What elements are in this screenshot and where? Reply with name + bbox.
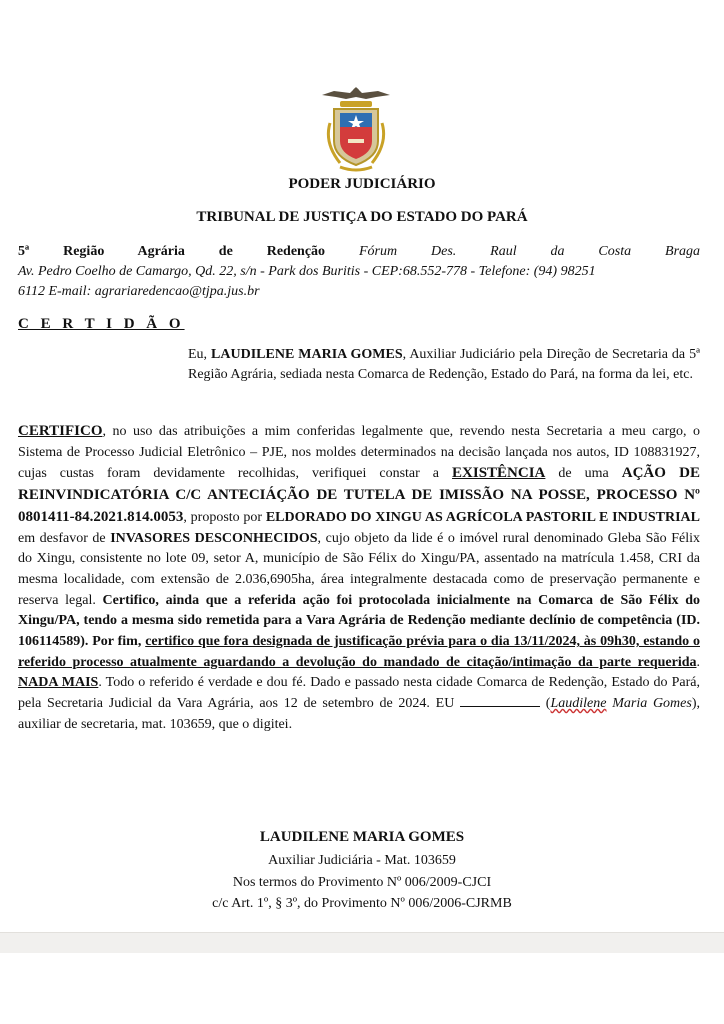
typist-last-names: Maria Gomes [606,696,692,712]
defendant-name: INVASORES DESCONHECIDOS [110,530,318,546]
address-line-2: Av. Pedro Coelho de Camargo, Qd. 22, s/n - Park dos Buritis - CEP:68.552-778 - Telefone: (94) 98251 [18,264,596,279]
signature-role: Auxiliar Judiciária - Mat. 103659 [268,853,456,868]
header-court: TRIBUNAL DE JUSTIÇA DO ESTADO DO PARÁ [196,209,528,225]
certifico-label: CERTIFICO [18,423,103,439]
header-org: PODER JUDICIÁRIO [288,176,436,192]
body-text-6: . [696,654,700,670]
address-block [18,242,700,302]
signature-provision-1: Nos termos do Provimento Nº 006/2009-CJCI [232,875,492,890]
intro-pre: Eu, [188,347,212,362]
body-text-5: , cujo objeto da lide é o imóvel rural denominado Gleba São Félix do Xingu, consistente no lote 09, setor A, município de São Félix do Xingu/PA, assentado na matrícula 1.458, CRI da mesma localidade, com extensão de 2.036,6905ha, área integralmente destacada como de preservação permanente e reserva legal. [18,530,700,608]
body-text-7: . Todo o referido é verdade e dou fé. Dado e passado nesta cidade Comarca de Redenção, Estado do Pará, pela Secretaria Judicial da Vara Agrária, aos 12 de setembro de 2024. EU [18,675,701,712]
existencia-label: EXISTÊNCIA [452,465,546,482]
tjpa-coat-of-arms-icon [316,83,396,175]
signature-blank-line [460,694,540,707]
body-text-3: , proposto por [183,509,266,525]
body-text-4: em desfavor de [18,530,111,546]
justificacao-text: certifico que fora designada de justificação prévia para o dia 13/11/2024, às 09h30, estando o referido processo atualmente aguardando a devolução do mandado de citação/intimação da parte requerida [18,634,700,670]
action-title: AÇÃO DE REINVINDICATÓRIA C/C ANTECIÁÇÃO DE TUTELA DE IMISSÃO NA POSSE, PROCESSO Nº 0801411-84.2021.814.0053 [18,465,700,525]
nada-mais-label: NADA MAIS [18,675,99,691]
body-text-2: de uma [545,466,622,482]
address-region: 5ª Região Agrária de Redenção [18,244,326,259]
plaintiff-name: ELDORADO DO XINGU AS AGRÍCOLA PASTORIL E INDUSTRIAL [265,509,700,525]
intro-post: , Auxiliar Judiciário pela Direção de Secretaria da 5ª Região Agrária, sediada nesta Comarca de Redenção, Estado do Pará, na forma da lei, etc. [188,347,700,382]
signature-provision-2: c/c Art. 1º, § 3º, do Provimento Nº 006/2006-CJRMB [212,896,512,911]
body-text-1: , no uso das atribuições a mim conferidas legalmente que, revendo nesta Secretaria a meu cargo, o Sistema de Processo Judicial Eletrônico – PJE, nos moldes determinados na decisão lançada nos autos, ID 108831927, cujas custas foram devidamente recolhidas, verifiquei constar a [18,424,700,482]
intro-paragraph [188,345,700,385]
certification-body [18,421,700,736]
address-forum: Fórum Des. Raul da Costa Braga [358,244,701,259]
page-bottom-edge [0,932,724,953]
body-text-9: ), auxiliar de secretaria, mat. 103659, que o digitei. [18,696,700,732]
body-text-8: ( [540,696,551,712]
address-line-3: 6112 E-mail: agrariaredencao@tjpa.jus.br [18,284,260,299]
intro-name: LAUDILENE MARIA GOMES [211,347,403,362]
typist-first-name: Laudilene [550,696,607,712]
document-title: C E R T I D Ã O [18,316,185,332]
address-line-1 [18,242,700,262]
signature-name: LAUDILENE MARIA GOMES [259,829,465,845]
certifico-ainda: Certifico, ainda que a referida ação foi protocolada inicialmente na Comarca de São Félix do Xingu/PA, tendo a mesma sido remetida para a Vara Agrária de Redenção mediante declínio de competência (ID. 106114589). Por fim, [18,592,701,650]
